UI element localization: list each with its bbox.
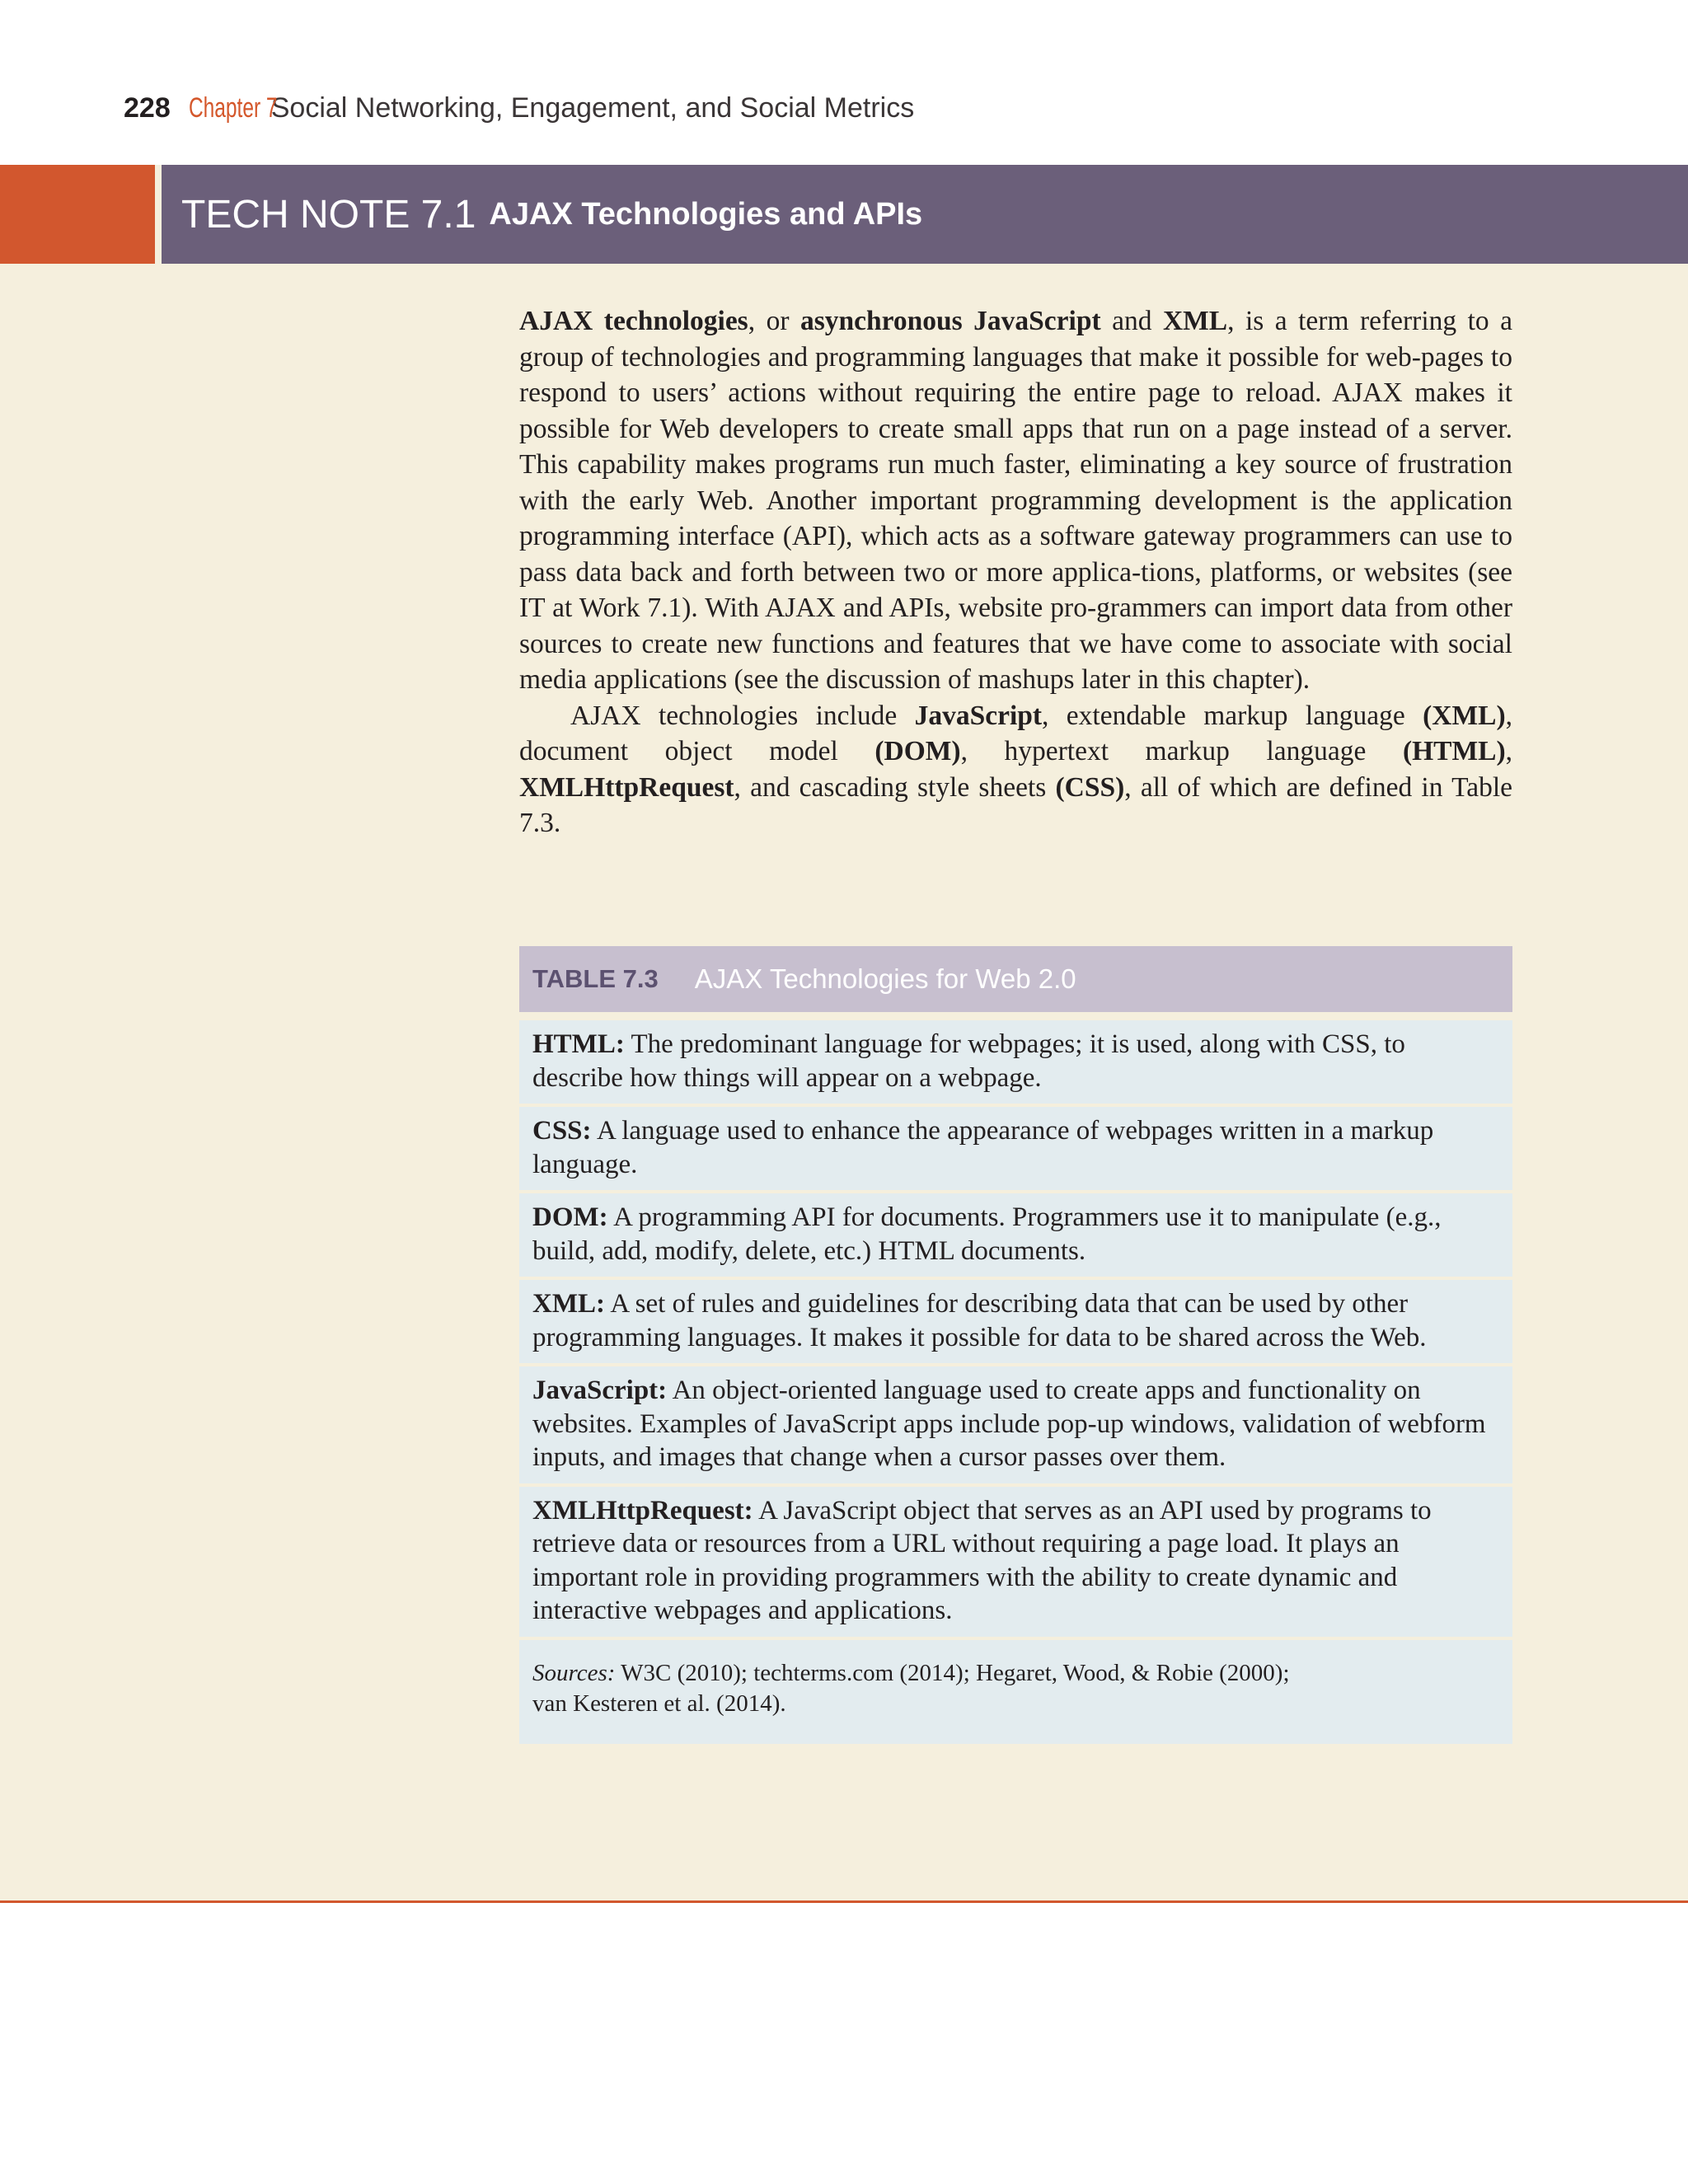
table-7-3 bbox=[519, 946, 1512, 1744]
text-run: , hypertext markup language bbox=[960, 736, 1403, 766]
row-term: CSS: bbox=[532, 1116, 592, 1146]
banner-accent-block bbox=[0, 165, 155, 264]
table-row-dom bbox=[519, 1193, 1512, 1280]
text-run: , document object model bbox=[519, 700, 1512, 766]
term-xml: XML bbox=[1162, 306, 1228, 336]
running-header bbox=[124, 92, 914, 134]
row-term: XML: bbox=[532, 1289, 605, 1319]
tech-note-panel bbox=[0, 165, 1688, 1903]
row-term: HTML: bbox=[532, 1029, 625, 1059]
row-definition: A set of rules and guidelines for describing data that can be used by other programming languages. It makes it possible for data to be shared across the Web. bbox=[532, 1289, 1427, 1352]
row-term: XMLHttpRequest: bbox=[532, 1495, 753, 1526]
row-definition: A language used to enhance the appearance of webpages written in a markup language. bbox=[532, 1116, 1434, 1179]
text-run: , is a term referring to a group of technologies and programming languages that make it possible for web-pages to respond to users’ actions without requiring the entire page to reload. AJAX makes it possible for Web developers to create small apps that run on a page instead of a server. This capability makes programs run much faster, eliminating a key source of frustration with the early Web. Another important programming development is the application programming interface (API), which acts as a software gateway programmers can use to pass data back and forth between two or more applica-tions, platforms, or websites (see IT at Work 7.1). With AJAX and APIs, website pro-grammers can import data from other sources to create new functions and features that we have come to associate with social media applications (see the discussion of mashups later in this chapter). bbox=[519, 306, 1513, 695]
paragraph-2 bbox=[519, 698, 1512, 841]
page-number: 228 bbox=[124, 92, 171, 124]
term-css-abbrev: (CSS) bbox=[1055, 771, 1125, 803]
table-row-css bbox=[519, 1107, 1512, 1193]
row-definition: An object-oriented language used to create apps and functionality on websites. Examples of JavaScript apps include pop-up windows, validation of webform inputs, and images that change when a cursor passes over them. bbox=[532, 1376, 1486, 1472]
chapter-title: Social Networking, Engagement, and Social Metrics bbox=[270, 92, 915, 124]
tech-note-title: AJAX Technologies and APIs bbox=[489, 196, 923, 232]
sources-text-line-1: W3C (2010); techterms.com (2014); Hegaret, Wood, & Robie (2000); bbox=[615, 1659, 1290, 1686]
term-javascript: JavaScript bbox=[914, 700, 1043, 731]
table-row-xmlhttprequest bbox=[519, 1487, 1512, 1640]
table-row-javascript bbox=[519, 1366, 1512, 1487]
term-asynchronous-javascript: asynchronous JavaScript bbox=[799, 306, 1101, 336]
term-xml-abbrev: (XML) bbox=[1423, 700, 1506, 731]
table-header bbox=[519, 946, 1512, 1012]
term-html-abbrev: (HTML) bbox=[1402, 736, 1506, 766]
term-xmlhttprequest: XMLHttpRequest bbox=[519, 771, 734, 803]
text-run: AJAX technologies include bbox=[570, 700, 915, 731]
tech-note-label: TECH NOTE 7.1 bbox=[181, 192, 476, 237]
table-sources bbox=[519, 1640, 1512, 1744]
text-run: , bbox=[1505, 736, 1512, 766]
term-dom-abbrev: (DOM) bbox=[874, 736, 961, 766]
tech-note-banner bbox=[0, 165, 1688, 264]
text-run: , extendable markup language bbox=[1042, 700, 1423, 731]
table-label: TABLE 7.3 bbox=[532, 964, 659, 993]
sources-label: Sources: bbox=[532, 1659, 616, 1686]
row-term: JavaScript: bbox=[532, 1376, 668, 1405]
banner-bar bbox=[162, 165, 1688, 264]
sources-text-line-2: van Kesteren et al. (2014). bbox=[532, 1690, 786, 1717]
row-term: DOM: bbox=[532, 1202, 608, 1232]
chapter-label: Chapter 7 bbox=[188, 92, 278, 124]
row-definition: A programming API for documents. Programmers use it to manipulate (e.g., build, add, modify, delete, etc.) HTML documents. bbox=[532, 1202, 1442, 1266]
article-body bbox=[519, 303, 1512, 841]
table-row-xml bbox=[519, 1280, 1512, 1366]
row-definition: The predominant language for webpages; it is used, along with CSS, to describe how things will appear on a webpage. bbox=[532, 1029, 1405, 1093]
term-ajax-technologies: AJAX technologies bbox=[519, 306, 748, 336]
paragraph-1 bbox=[519, 303, 1512, 698]
text-run: and bbox=[1100, 306, 1163, 336]
text-run: , and cascading style sheets bbox=[734, 771, 1056, 803]
text-run: , all of which are defined in Table 7.3. bbox=[519, 771, 1512, 838]
row-definition: A JavaScript object that serves as an API used by programs to retrieve data or resources from a URL without requiring a page load. It plays an important role in providing programmers with the ability to create dynamic and interactive webpages and applications. bbox=[532, 1495, 1432, 1625]
table-caption: AJAX Technologies for Web 2.0 bbox=[694, 963, 1076, 994]
table-row-html bbox=[519, 1020, 1512, 1107]
text-run: , or bbox=[748, 306, 800, 336]
